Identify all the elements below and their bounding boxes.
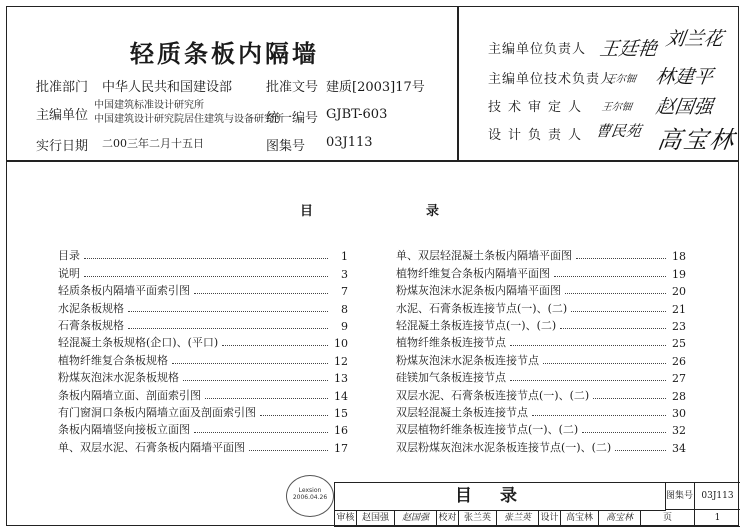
toc-title: 粉煤灰泡沫水泥条板内隔墙平面图 — [396, 284, 561, 298]
reviewer-label: 技术审定人 — [488, 100, 589, 115]
toc-title: 植物纤维复合条板内隔墙平面图 — [396, 266, 550, 280]
editor-line2: 中国建筑设计研究院居住建筑与设备研究所 — [94, 114, 284, 125]
design-name-cell: 高宝林 — [561, 510, 599, 527]
reviewer-small-signature: 王尔钿 — [600, 102, 633, 113]
toc-right-column — [396, 246, 686, 455]
toc-page: 23 — [672, 319, 686, 333]
page-value-cell: 1 — [695, 510, 740, 527]
toc-leader — [172, 363, 328, 364]
toc-title: 条板内隔墙竖向接板立面图 — [58, 423, 190, 437]
toc-page: 15 — [334, 406, 348, 420]
toc-title: 水泥条板规格 — [58, 301, 124, 315]
toc-page: 12 — [334, 354, 348, 368]
toc-page: 25 — [672, 337, 686, 351]
toc-title: 粉煤灰泡沫水泥条板规格 — [58, 371, 179, 385]
toc-leader — [128, 328, 328, 329]
toc-row[interactable] — [396, 316, 686, 333]
toc-title: 有门窗洞口条板内隔墙立面及剖面索引图 — [58, 405, 256, 419]
toc-row[interactable] — [58, 368, 348, 385]
editor-head-signature-2: 刘兰花 — [664, 28, 725, 50]
toc-heading-left: 目 — [300, 204, 314, 219]
toc-title: 硅镁加气条板连接节点 — [396, 371, 506, 385]
toc-page: 32 — [672, 424, 686, 438]
check-label-cell: 校对 — [437, 510, 459, 527]
toc-row[interactable] — [58, 246, 348, 263]
toc-leader — [194, 293, 328, 294]
toc-row[interactable] — [58, 437, 348, 454]
toc-row[interactable] — [396, 298, 686, 315]
toc-row[interactable] — [58, 420, 348, 437]
toc-page: 10 — [334, 337, 348, 351]
toc-page: 20 — [672, 285, 686, 299]
tech-head-small-signature: 王尔钿 — [604, 74, 637, 85]
toc-leader — [571, 311, 666, 312]
toc-page: 27 — [672, 372, 686, 386]
toc-title: 轻混凝土条板规格(企口)、(平口) — [58, 336, 219, 350]
toc-title: 双层植物纤维条板连接节点(一)、(二) — [396, 423, 579, 437]
tech-head-signature: 林建平 — [654, 66, 715, 88]
toc-title: 双层水泥、石膏条板连接节点(一)、(二) — [396, 388, 590, 402]
design-label-cell: 设计 — [539, 510, 561, 527]
toc-row[interactable] — [58, 333, 348, 350]
effective-label: 实行日期 — [36, 139, 89, 154]
toc-title: 说明 — [58, 266, 80, 280]
stamp-line2: 2006.04.26 — [292, 494, 328, 501]
stamp-line1: Lexsion — [298, 487, 322, 494]
designer-label: 设计负责人 — [488, 128, 589, 143]
toc-leader — [194, 432, 328, 433]
page-label-cell: 页 — [641, 510, 695, 527]
editor-head-signature: 王廷艳 — [598, 38, 659, 60]
toc-leader — [84, 258, 328, 259]
check-name-cell: 张兰英 — [459, 510, 497, 527]
toc-leader — [249, 450, 328, 451]
toc-title: 双层粉煤灰泡沫水泥条板连接节点(一)、(二) — [396, 440, 612, 454]
toc-title: 条板内隔墙立面、剖面索引图 — [58, 388, 201, 402]
toc-leader — [532, 415, 666, 416]
atlas-no-value-cell: 03J113 — [695, 483, 740, 510]
toc-title: 目录 — [58, 249, 80, 263]
toc-page: 7 — [341, 285, 348, 299]
toc-leader — [260, 415, 328, 416]
toc-row[interactable] — [396, 281, 686, 298]
unified-no: GJBT-603 — [326, 107, 388, 122]
toc-title: 轻混凝土条板连接节点(一)、(二) — [396, 318, 557, 332]
toc-row[interactable] — [396, 403, 686, 420]
designer-small-signature: 曹民苑 — [594, 122, 643, 140]
toc-page: 19 — [672, 267, 686, 281]
toc-row[interactable] — [396, 437, 686, 454]
toc-row[interactable] — [396, 420, 686, 437]
toc-page: 14 — [334, 389, 348, 403]
toc-page: 30 — [672, 406, 686, 420]
review-name-cell: 赵国强 — [357, 510, 395, 527]
toc-leader — [510, 345, 666, 346]
toc-page: 26 — [672, 354, 686, 368]
reviewer-signature: 赵国强 — [654, 96, 715, 118]
toc-heading-right: 录 — [426, 204, 440, 219]
atlas-no: 03J113 — [326, 135, 373, 150]
toc-row[interactable] — [396, 246, 686, 263]
toc-title: 植物纤维复合条板规格 — [58, 353, 168, 367]
toc-page: 28 — [672, 389, 686, 403]
unified-no-label: 统一编号 — [266, 111, 319, 126]
toc-left-column — [58, 246, 348, 455]
toc-page: 13 — [334, 372, 348, 386]
toc-page: 34 — [672, 441, 686, 455]
toc-title: 粉煤灰泡沫水泥条板连接节点 — [396, 353, 539, 367]
toc-row[interactable] — [58, 298, 348, 315]
toc-leader — [576, 258, 666, 259]
toc-page: 1 — [341, 250, 348, 264]
toc-title: 轻质条板内隔墙平面索引图 — [58, 284, 190, 298]
toc-row[interactable] — [396, 333, 686, 350]
toc-leader — [565, 293, 666, 294]
title-block — [334, 482, 740, 527]
toc-leader — [560, 328, 666, 329]
toc-title: 水泥、石膏条板连接节点(一)、(二) — [396, 301, 568, 315]
toc-title: 植物纤维条板连接节点 — [396, 336, 506, 350]
toc-leader — [205, 398, 328, 399]
toc-row[interactable] — [396, 350, 686, 367]
toc-page: 16 — [334, 424, 348, 438]
approval-doc: 建质[2003]17号 — [326, 80, 425, 95]
toc-row[interactable] — [58, 263, 348, 280]
toc-leader — [615, 450, 666, 451]
toc-row[interactable] — [58, 385, 348, 402]
header-bottom-line — [6, 160, 739, 162]
check-signature-cell: 张兰英 — [497, 510, 539, 527]
toc-row[interactable] — [396, 263, 686, 280]
approval-dept: 中华人民共和国建设部 — [102, 80, 233, 95]
atlas-title: 轻质条板内隔墙 — [130, 40, 319, 68]
toc-row[interactable] — [58, 350, 348, 367]
review-signature-cell: 赵国强 — [395, 510, 437, 527]
toc-row[interactable] — [58, 403, 348, 420]
toc-page: 17 — [334, 441, 348, 455]
tech-head-label: 主编单位技术负责人 — [488, 72, 615, 87]
toc-leader — [222, 345, 328, 346]
atlas-no-label: 图集号 — [266, 139, 306, 154]
toc-title: 单、双层轻混凝土条板内隔墙平面图 — [396, 249, 572, 263]
toc-row[interactable] — [396, 368, 686, 385]
review-label-cell: 审核 — [335, 510, 357, 527]
toc-leader — [593, 398, 666, 399]
toc-title: 单、双层水泥、石膏条板内隔墙平面图 — [58, 440, 245, 454]
atlas-no-label-cell: 图集号 — [665, 483, 695, 510]
editor-line1: 中国建筑标准设计研究所 — [94, 100, 204, 111]
approval-doc-label: 批准文号 — [266, 80, 319, 95]
design-signature-cell: 高宝林 — [599, 510, 641, 527]
toc-title: 石膏条板规格 — [58, 318, 124, 332]
toc-page: 18 — [672, 250, 686, 264]
toc-row[interactable] — [396, 385, 686, 402]
toc-title: 双层轻混凝土条板连接节点 — [396, 405, 528, 419]
toc-leader — [183, 380, 328, 381]
toc-page: 8 — [341, 302, 348, 316]
editor-label: 主编单位 — [36, 108, 89, 123]
toc-leader — [84, 276, 328, 277]
editor-head-label: 主编单位负责人 — [488, 42, 587, 57]
library-stamp — [286, 475, 334, 517]
toc-leader — [128, 311, 328, 312]
title-block-title: 目录 — [335, 483, 666, 511]
toc-row[interactable] — [58, 281, 348, 298]
toc-page: 21 — [672, 302, 686, 316]
toc-leader — [582, 432, 666, 433]
toc-page: 3 — [341, 267, 348, 281]
toc-leader — [543, 363, 666, 364]
toc-page: 9 — [341, 319, 348, 333]
toc-leader — [510, 380, 666, 381]
toc-leader — [554, 276, 666, 277]
toc-row[interactable] — [58, 316, 348, 333]
designer-signature: 高宝林 — [655, 126, 738, 154]
effective-date: 二00三年二月十五日 — [102, 137, 204, 150]
header-divider — [457, 6, 459, 160]
approval-dept-label: 批准部门 — [36, 80, 89, 95]
